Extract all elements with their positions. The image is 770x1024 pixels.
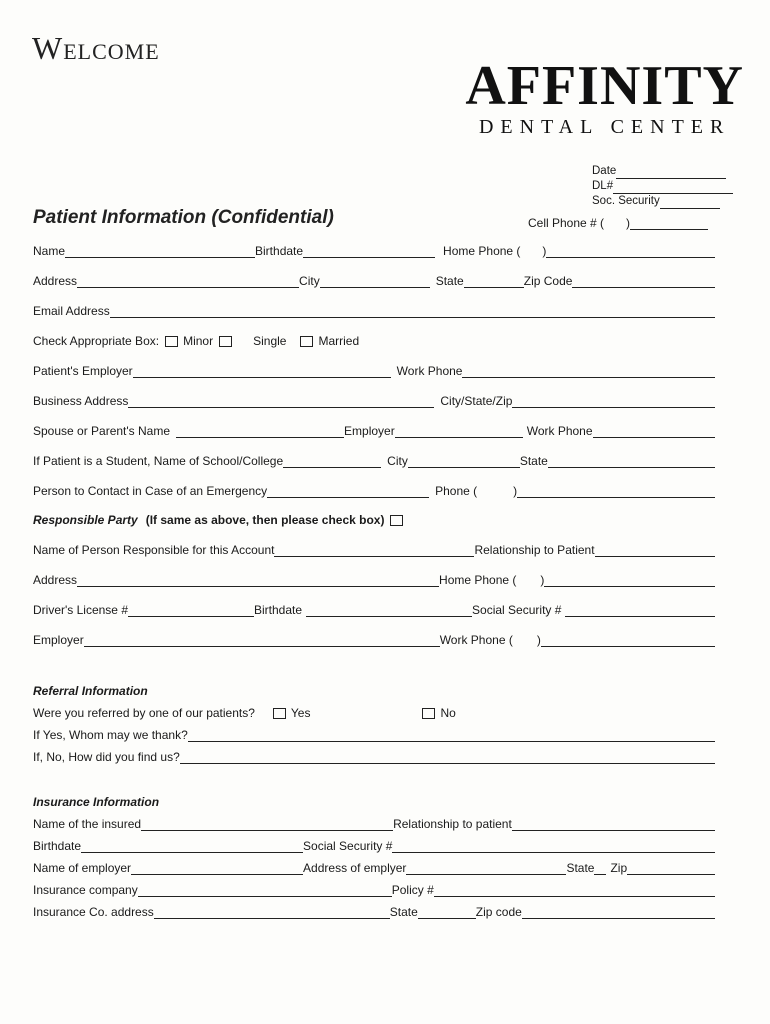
spouse-label: Spouse or Parent's Name bbox=[33, 424, 171, 438]
referral-yes-checkbox[interactable] bbox=[273, 708, 286, 719]
single-label: Single bbox=[253, 334, 287, 348]
responsible-name-label: Name of Person Responsible for this Account bbox=[33, 543, 275, 557]
insurance-zip-field[interactable] bbox=[522, 906, 715, 919]
referral-title: Referral Information bbox=[33, 684, 148, 698]
dl-field[interactable] bbox=[613, 181, 733, 194]
spouse-employer-label: Employer bbox=[344, 424, 395, 438]
dl-field[interactable] bbox=[128, 604, 254, 617]
insured-zip-field[interactable] bbox=[627, 862, 715, 875]
emergency-name-field[interactable] bbox=[267, 485, 429, 498]
referral-no-label: No bbox=[440, 706, 456, 720]
patient-info-title: Patient Information (Confidential) bbox=[33, 207, 334, 228]
referral-how-field[interactable] bbox=[180, 751, 715, 764]
insurance-zip-label: Zip code bbox=[475, 905, 522, 919]
responsible-home-phone-field[interactable] bbox=[544, 574, 715, 587]
check-box-label: Check Appropriate Box: bbox=[33, 334, 160, 348]
email-label: Email Address bbox=[33, 304, 110, 318]
paren-close: ) bbox=[513, 484, 518, 498]
insured-relationship-field[interactable] bbox=[512, 818, 715, 831]
address-row bbox=[33, 274, 715, 288]
state-field[interactable] bbox=[464, 275, 524, 288]
married-label: Married bbox=[318, 334, 360, 348]
insured-birthdate-field[interactable] bbox=[81, 840, 303, 853]
student-city-label: City bbox=[387, 454, 408, 468]
spouse-row bbox=[33, 424, 715, 438]
insurance-title: Insurance Information bbox=[33, 795, 160, 809]
responsible-ssn-field[interactable] bbox=[565, 604, 715, 617]
insurance-company-field[interactable] bbox=[138, 884, 392, 897]
spouse-field[interactable] bbox=[176, 425, 344, 438]
student-city-field[interactable] bbox=[408, 455, 520, 468]
employer-field[interactable] bbox=[133, 365, 391, 378]
email-field[interactable] bbox=[110, 305, 715, 318]
responsible-title-row bbox=[33, 513, 715, 527]
policy-field[interactable] bbox=[434, 884, 715, 897]
city-label: City bbox=[299, 274, 320, 288]
same-as-above-checkbox[interactable] bbox=[390, 515, 403, 526]
logo-subtitle: DENTAL CENTER bbox=[478, 116, 731, 138]
cell-phone-field[interactable] bbox=[630, 217, 708, 230]
responsible-home-phone-label: Home Phone ( bbox=[439, 573, 517, 587]
school-field[interactable] bbox=[283, 455, 381, 468]
cell-phone-label: Cell Phone # ( bbox=[528, 216, 605, 230]
paren-close: ) bbox=[626, 216, 631, 230]
insured-employer-label: Name of employer bbox=[33, 861, 132, 875]
name-field[interactable] bbox=[65, 245, 255, 258]
city-field[interactable] bbox=[320, 275, 430, 288]
single-checkbox[interactable] bbox=[219, 336, 232, 347]
work-phone-label: Work Phone bbox=[396, 364, 463, 378]
insured-birthdate-label: Birthdate bbox=[33, 839, 82, 853]
relationship-label: Relationship to Patient bbox=[474, 543, 595, 557]
email-row bbox=[33, 304, 715, 318]
referral-yes-label: Yes bbox=[290, 706, 311, 720]
home-phone-label: Home Phone ( bbox=[443, 244, 521, 258]
spouse-work-phone-field[interactable] bbox=[593, 425, 715, 438]
birthdate-label: Birthdate bbox=[255, 244, 304, 258]
insurance-address-row bbox=[33, 905, 715, 919]
responsible-address-label: Address bbox=[33, 573, 78, 587]
state-label: State bbox=[435, 274, 464, 288]
affinity-logo bbox=[465, 55, 744, 139]
date-field[interactable] bbox=[616, 166, 726, 179]
business-address-label: Business Address bbox=[33, 394, 129, 408]
student-state-field[interactable] bbox=[548, 455, 715, 468]
referral-whom-field[interactable] bbox=[188, 729, 715, 742]
insured-birthdate-row bbox=[33, 839, 715, 853]
responsible-note: (If same as above, then please check box) bbox=[145, 513, 385, 527]
zip-field[interactable] bbox=[572, 275, 715, 288]
address-field[interactable] bbox=[77, 275, 299, 288]
student-state-label: State bbox=[519, 454, 548, 468]
insured-ssn-label: Social Security # bbox=[303, 839, 393, 853]
policy-label: Policy # bbox=[391, 883, 434, 897]
insurance-address-field[interactable] bbox=[154, 906, 390, 919]
responsible-employer-field[interactable] bbox=[84, 634, 440, 647]
logo-name: AFFINITY bbox=[465, 55, 744, 117]
insurance-address-label: Insurance Co. address bbox=[33, 905, 154, 919]
work-phone-field[interactable] bbox=[462, 365, 715, 378]
name-label: Name bbox=[33, 244, 66, 258]
responsible-birthdate-label: Birthdate bbox=[254, 603, 303, 617]
ssn-field[interactable] bbox=[660, 196, 720, 209]
city-state-zip-label: City/State/Zip bbox=[440, 394, 513, 408]
home-phone-field[interactable] bbox=[546, 245, 715, 258]
responsible-address-field[interactable] bbox=[77, 574, 439, 587]
referral-whom-label: If Yes, Whom may we thank? bbox=[33, 728, 188, 742]
insured-ssn-field[interactable] bbox=[392, 840, 715, 853]
insured-relationship-label: Relationship to patient bbox=[393, 817, 512, 831]
minor-checkbox[interactable] bbox=[165, 336, 178, 347]
insured-label: Name of the insured bbox=[33, 817, 142, 831]
responsible-employer-label: Employer bbox=[33, 633, 84, 647]
referral-how-row bbox=[33, 750, 715, 764]
spouse-work-phone-label: Work Phone bbox=[526, 424, 593, 438]
insured-state-label: State bbox=[566, 861, 595, 875]
student-row bbox=[33, 454, 715, 468]
address-label: Address bbox=[33, 274, 78, 288]
responsible-title: Responsible Party bbox=[33, 513, 138, 527]
emergency-row bbox=[33, 484, 715, 498]
married-checkbox[interactable] bbox=[300, 336, 313, 347]
insured-row bbox=[33, 817, 715, 831]
dl-label: Driver's License # bbox=[33, 603, 128, 617]
referral-question: Were you referred by one of our patients? bbox=[33, 706, 255, 720]
responsible-work-phone-label: Work Phone ( bbox=[439, 633, 513, 647]
business-address-row bbox=[33, 394, 715, 408]
responsible-address-row bbox=[33, 573, 715, 587]
employer-row bbox=[33, 364, 715, 378]
zip-label: Zip Code bbox=[523, 274, 573, 288]
responsible-name-field[interactable] bbox=[274, 544, 474, 557]
relationship-field[interactable] bbox=[595, 544, 715, 557]
emergency-label: Person to Contact in Case of an Emergency bbox=[33, 484, 268, 498]
insured-state-field[interactable] bbox=[594, 862, 606, 875]
date-label: Date bbox=[592, 165, 617, 177]
city-state-zip-field[interactable] bbox=[512, 395, 715, 408]
minor-label: Minor bbox=[183, 334, 214, 348]
insurance-company-label: Insurance company bbox=[33, 883, 138, 897]
insured-employer-address-label: Address of emplyer bbox=[303, 861, 407, 875]
emergency-phone-label: Phone ( bbox=[435, 484, 478, 498]
referral-how-label: If, No, How did you find us? bbox=[33, 750, 180, 764]
business-address-field[interactable] bbox=[128, 395, 434, 408]
insured-employer-address-field[interactable] bbox=[406, 862, 566, 875]
insured-employer-field[interactable] bbox=[131, 862, 303, 875]
office-use-fields bbox=[592, 164, 733, 209]
status-row bbox=[33, 334, 715, 348]
responsible-dl-row bbox=[33, 603, 715, 617]
paren-close: ) bbox=[542, 244, 547, 258]
birthdate-field[interactable] bbox=[303, 245, 435, 258]
insured-employer-row bbox=[33, 861, 715, 875]
spouse-employer-field[interactable] bbox=[395, 425, 523, 438]
referral-question-row bbox=[33, 706, 715, 720]
insurance-state-label: State bbox=[389, 905, 418, 919]
responsible-work-phone-field[interactable] bbox=[541, 634, 715, 647]
cell-phone-row bbox=[528, 216, 708, 230]
responsible-employer-row bbox=[33, 633, 715, 647]
responsible-ssn-label: Social Security # bbox=[472, 603, 562, 617]
employer-label: Patient's Employer bbox=[33, 364, 133, 378]
name-row bbox=[33, 244, 715, 258]
insurance-state-field[interactable] bbox=[418, 906, 476, 919]
responsible-name-row bbox=[33, 543, 715, 557]
referral-no-checkbox[interactable] bbox=[422, 708, 435, 719]
dl-label: DL# bbox=[592, 180, 614, 192]
emergency-phone-field[interactable] bbox=[517, 485, 715, 498]
insurance-company-row bbox=[33, 883, 715, 897]
student-label: If Patient is a Student, Name of School/College bbox=[33, 454, 284, 468]
insured-zip-label: Zip bbox=[610, 861, 628, 875]
welcome-heading: Welcome bbox=[32, 30, 160, 66]
paren-close: ) bbox=[540, 573, 545, 587]
responsible-birthdate-field[interactable] bbox=[306, 604, 472, 617]
insured-field[interactable] bbox=[141, 818, 393, 831]
paren-close: ) bbox=[536, 633, 541, 647]
ssn-label: Soc. Security bbox=[592, 195, 660, 207]
referral-whom-row bbox=[33, 728, 715, 742]
